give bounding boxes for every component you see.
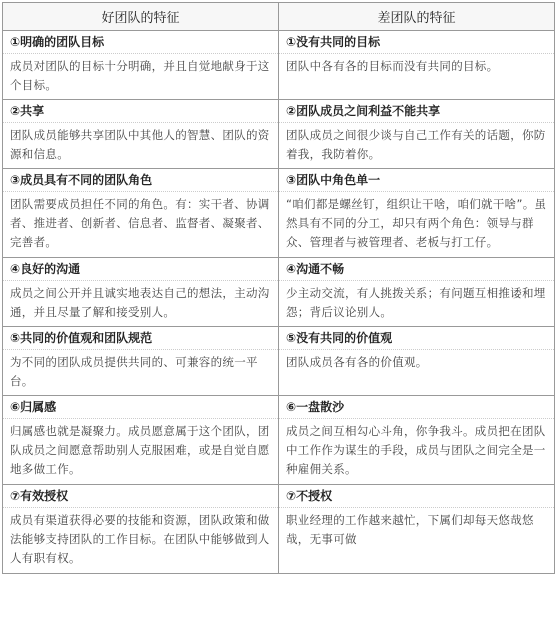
bad-trait-title: ②团队成员之间利益不能共享 bbox=[279, 100, 555, 123]
good-trait-desc: 归属感也就是凝聚力。成员愿意属于这个团队，团队成员之间愿意帮助别人克服困难，或是自觉自愿地多做工作。 bbox=[3, 419, 279, 485]
good-trait-title: ⑦有效授权 bbox=[3, 485, 279, 508]
bad-trait-desc: 团队中各有各的目标而没有共同的目标。 bbox=[279, 54, 555, 100]
good-trait-desc: 为不同的团队成员提供共同的、可兼容的统一平台。 bbox=[3, 350, 279, 396]
good-trait-title: ⑥归属感 bbox=[3, 396, 279, 419]
bad-trait-desc: 成员之间互相勾心斗角，你争我斗。成员把在团队中工作作为谋生的手段，成员与团队之间完全是一种雇佣关系。 bbox=[279, 419, 555, 485]
good-trait-title: ③成员具有不同的团队角色 bbox=[3, 169, 279, 192]
team-characteristics-table bbox=[2, 2, 555, 574]
bad-trait-title: ①没有共同的目标 bbox=[279, 31, 555, 54]
table-row-title bbox=[3, 327, 555, 350]
good-trait-desc: 团队成员能够共享团队中其他人的智慧、团队的资源和信息。 bbox=[3, 123, 279, 169]
bad-trait-desc: 团队成员之间很少谈与自己工作有关的话题，你防着我，我防着你。 bbox=[279, 123, 555, 169]
table-row-title bbox=[3, 100, 555, 123]
good-trait-desc: 成员对团队的目标十分明确，并且自觉地献身于这个目标。 bbox=[3, 54, 279, 100]
good-trait-desc: 团队需要成员担任不同的角色。有：实干者、协调者、推进者、创新者、信息者、监督者、凝聚者、完善者。 bbox=[3, 192, 279, 258]
table-row-desc bbox=[3, 54, 555, 100]
table-row-title bbox=[3, 169, 555, 192]
table-row-desc bbox=[3, 192, 555, 258]
table-row-desc bbox=[3, 123, 555, 169]
bad-trait-title: ⑥一盘散沙 bbox=[279, 396, 555, 419]
bad-trait-desc: 团队成员各有各的价值观。 bbox=[279, 350, 555, 396]
bad-trait-title: ③团队中角色单一 bbox=[279, 169, 555, 192]
bad-trait-title: ④沟通不畅 bbox=[279, 258, 555, 281]
bad-trait-title: ⑤没有共同的价值观 bbox=[279, 327, 555, 350]
table-header-row bbox=[3, 3, 555, 31]
good-trait-title: ②共享 bbox=[3, 100, 279, 123]
bad-team-header: 差团队的特征 bbox=[279, 3, 555, 31]
bad-trait-desc: 少主动交流，有人挑拨关系；有问题互相推诿和埋怨；背后议论别人。 bbox=[279, 281, 555, 327]
good-trait-title: ①明确的团队目标 bbox=[3, 31, 279, 54]
bad-trait-desc: “咱们都是螺丝钉，组织让干啥，咱们就干啥”。虽然具有不同的分工，却只有两个角色：领导与群众、管理者与被管理者、老板与打工仔。 bbox=[279, 192, 555, 258]
table-row-desc bbox=[3, 419, 555, 485]
table-row-desc bbox=[3, 508, 555, 574]
table-row-title bbox=[3, 258, 555, 281]
good-trait-desc: 成员之间公开并且诚实地表达自己的想法，主动沟通，并且尽量了解和接受别人。 bbox=[3, 281, 279, 327]
table-row-title bbox=[3, 31, 555, 54]
good-trait-title: ⑤共同的价值观和团队规范 bbox=[3, 327, 279, 350]
good-trait-title: ④良好的沟通 bbox=[3, 258, 279, 281]
good-trait-desc: 成员有渠道获得必要的技能和资源，团队政策和做法能够支持团队的工作目标。在团队中能够做到人人有职有权。 bbox=[3, 508, 279, 574]
bad-trait-title: ⑦不授权 bbox=[279, 485, 555, 508]
good-team-header: 好团队的特征 bbox=[3, 3, 279, 31]
bad-trait-desc: 职业经理的工作越来越忙，下属们却每天悠哉悠哉，无事可做 bbox=[279, 508, 555, 574]
table-row-title bbox=[3, 485, 555, 508]
table-row-desc bbox=[3, 350, 555, 396]
table-row-desc bbox=[3, 281, 555, 327]
table-row-title bbox=[3, 396, 555, 419]
